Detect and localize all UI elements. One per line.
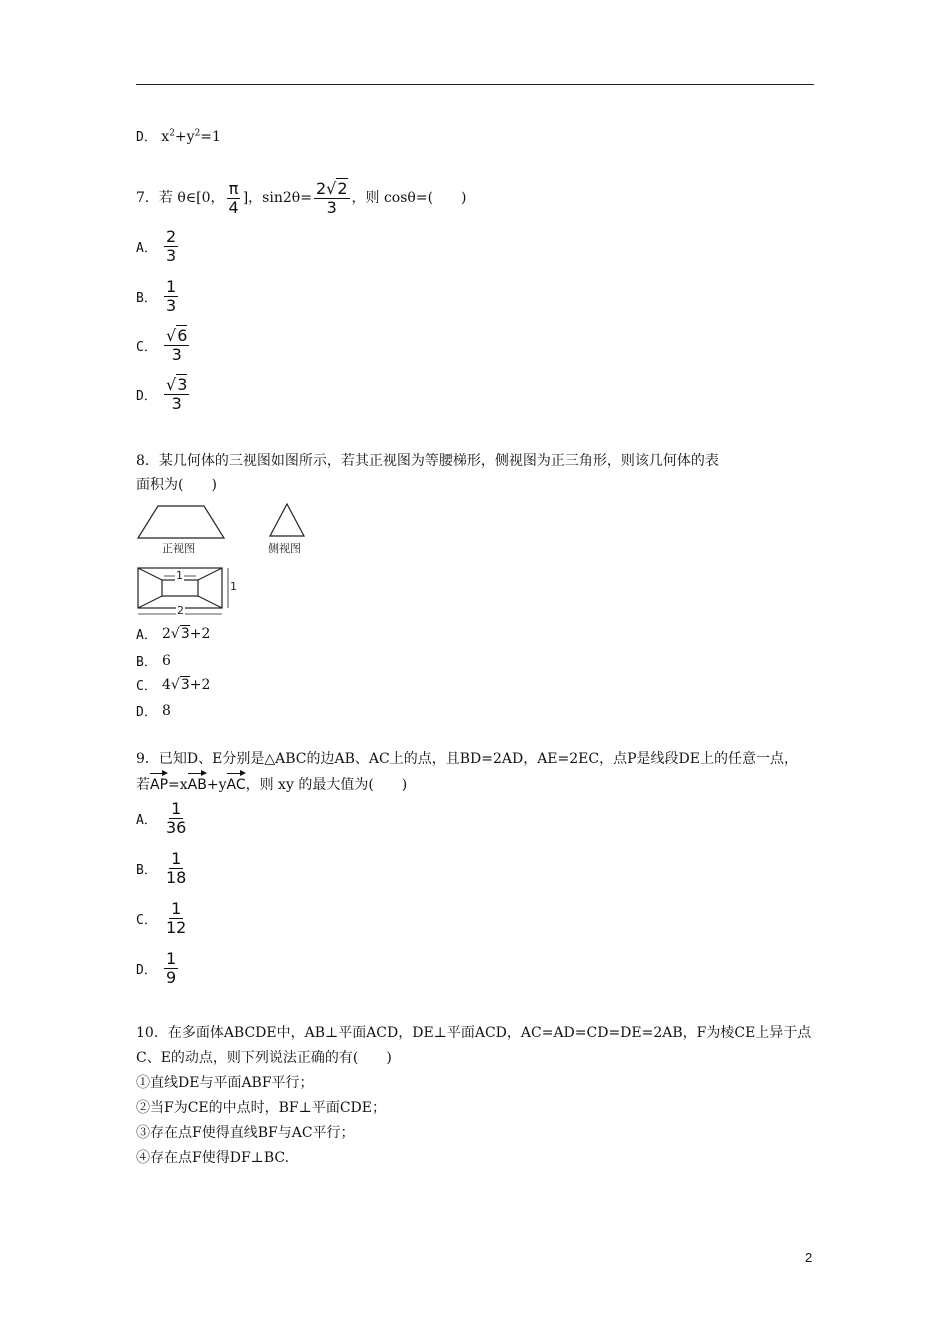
- q9-option-a: A． $\frac{1}{36}$: [136, 799, 187, 837]
- q8-side-view-caption: 侧视图: [268, 542, 301, 555]
- q8-front-view: [136, 502, 226, 542]
- q7-pi-over-4: $\frac{\pi}{4}$: [228, 178, 239, 217]
- q7-option-a: A． $\frac{2}{3}$: [136, 227, 177, 265]
- q6-option-d-text: $x^2+y^2=1$: [161, 128, 221, 145]
- q6-option-d: D． $x^2+y^2=1$: [136, 128, 221, 145]
- q9-stem-line2: 若AP=xAB+yAC，则 xy 的最大值为( ): [136, 777, 408, 793]
- q7-option-b: B． $\frac{1}{3}$: [136, 277, 177, 315]
- q7-stem: 7．若 θ∈[0， $\frac{\pi}{4}$ ]，sin2θ= $\frac{2√2}{3}$ ，则 cosθ=( ): [136, 178, 467, 217]
- q10-stem-line1: 10．在多面体ABCDE中，AB⊥平面ACD，DE⊥平面ACD，AC=AD=CD=DE=2AB，F为棱CE上异于点: [136, 1025, 812, 1041]
- q9-option-d: D． $\frac{1}{9}$: [136, 949, 177, 987]
- q9-option-b: B． $\frac{1}{18}$: [136, 849, 187, 887]
- q8-side-view: [268, 500, 306, 538]
- vector-ap: AP: [150, 777, 169, 793]
- q8-option-d: D． 8: [136, 702, 171, 720]
- q7-rhs-fraction: $\frac{2√2}{3}$: [315, 178, 348, 217]
- page-number: 2: [805, 1250, 813, 1265]
- q8-stem-line2: 面积为( ): [136, 477, 217, 493]
- q8-top-view: [134, 564, 238, 620]
- header-rule: [136, 84, 814, 85]
- q8-option-c: C． 4 √3 +2: [136, 676, 211, 694]
- q8-stem-line1: 8．某几何体的三视图如图所示，若其正视图为等腰梯形，侧视图为正三角形，则该几何体的表: [136, 453, 719, 469]
- q7-option-d: D． $\frac{√3}{3}$: [136, 375, 188, 413]
- q10-statement-2: ②当F为CE的中点时，BF⊥平面CDE；: [136, 1100, 386, 1116]
- q8-top-width-label: 2: [177, 604, 184, 617]
- q8-option-b: B． 6: [136, 652, 171, 670]
- q10-stem-line2: C、E的动点，则下列说法正确的有( ): [136, 1050, 392, 1066]
- q8-front-view-caption: 正视图: [162, 542, 195, 555]
- q9-option-c: C． $\frac{1}{12}$: [136, 899, 187, 937]
- vector-ac: AC: [226, 777, 246, 793]
- q9-stem-line1: 9．已知D、E分别是△ABC的边AB、AC上的点，且BD=2AD，AE=2EC，点P是线段DE上的任意一点，: [136, 751, 798, 767]
- q10-statement-1: ①直线DE与平面ABF平行；: [136, 1075, 314, 1091]
- q8-top-inner-label: 1: [176, 569, 183, 582]
- q7-option-c: C． $\frac{√6}{3}$: [136, 326, 188, 364]
- q10-statement-3: ③存在点F使得直线BF与AC平行；: [136, 1125, 355, 1141]
- vector-ab: AB: [187, 777, 207, 793]
- q8-top-height-label: 1: [230, 580, 237, 593]
- q8-option-a: A． 2 √3 +2: [136, 625, 211, 643]
- q10-statement-4: ④存在点F使得DF⊥BC.: [136, 1150, 290, 1166]
